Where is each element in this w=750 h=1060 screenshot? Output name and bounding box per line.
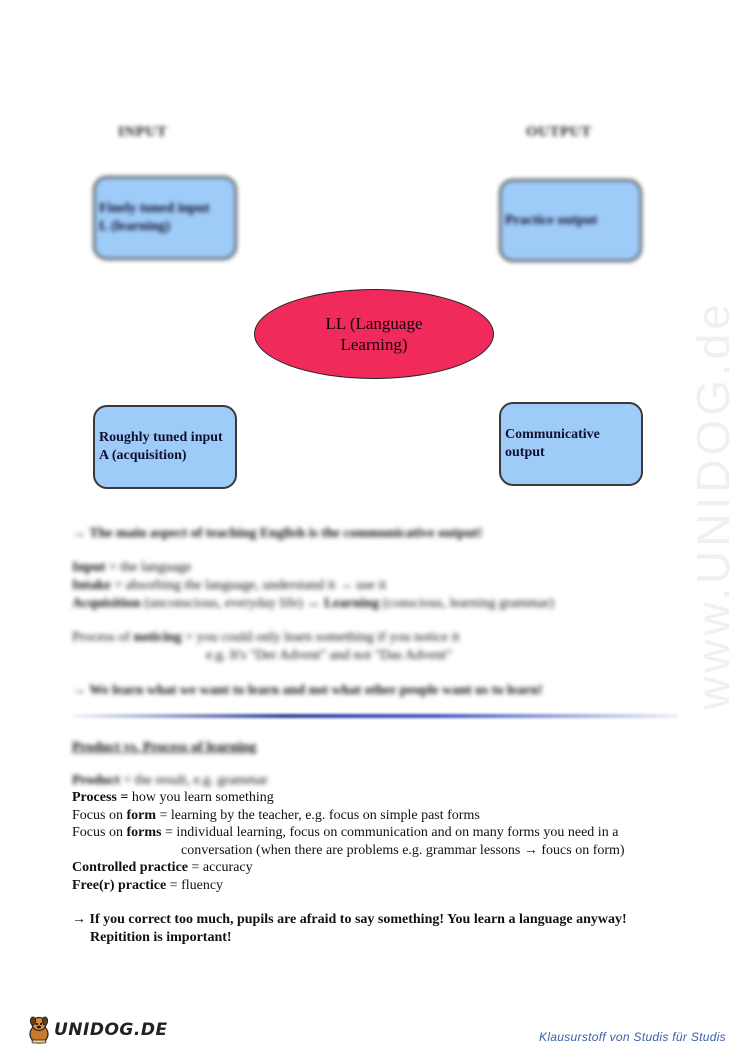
language-learning-ellipse xyxy=(254,289,494,379)
unidog-logo xyxy=(26,1015,168,1045)
ellipse-label: LL (Language Learning) xyxy=(325,314,423,354)
term: Intake xyxy=(72,578,111,593)
term: Process = xyxy=(72,790,129,805)
product-definition xyxy=(72,772,268,789)
box-line: A (acquisition) xyxy=(99,448,187,463)
box-line: Practice output xyxy=(505,212,598,228)
input-definition xyxy=(72,559,192,576)
definition: Process of xyxy=(72,630,134,645)
box-line: Roughly tuned input xyxy=(99,430,223,445)
process-definition xyxy=(72,789,274,806)
acquisition-definition xyxy=(72,595,554,612)
definition: = individual learning, focus on communication and on many forms you need in a xyxy=(161,825,619,840)
controlled-practice-definition xyxy=(72,859,253,876)
section-divider xyxy=(72,714,678,718)
term: Free(r) practice xyxy=(72,878,167,893)
focus-on-form-definition xyxy=(72,807,480,824)
definition: how you learn something xyxy=(128,790,274,805)
noticing-definition xyxy=(72,629,459,646)
focus-on-forms-definition xyxy=(72,824,618,841)
communicative-output-box xyxy=(499,402,643,486)
focus-on-forms-continuation: conversation (when there are problems e.g. grammar lessons → foucs on form) xyxy=(181,843,625,858)
section-heading: Product vs. Process of learning xyxy=(72,740,257,755)
footer-tagline: Klausurstoff von Studis für Studis xyxy=(539,1030,726,1044)
final-note-line2: Repitition is important! xyxy=(90,930,232,945)
output-label: OUTPUT xyxy=(526,124,592,140)
main-aspect-note: → The main aspect of teaching English is the communicative output! xyxy=(72,526,483,541)
term: Controlled practice xyxy=(72,860,188,875)
term: Learning xyxy=(323,596,380,611)
term: Product xyxy=(72,773,120,788)
learn-want-note: → We learn what we want to learn and not what other people want us to learn! xyxy=(72,683,543,698)
box-line: Communicative xyxy=(505,427,600,442)
term: form xyxy=(126,808,156,823)
term: Input xyxy=(72,560,106,575)
box-line: L (learning) xyxy=(99,219,171,234)
final-note-line1: → If you correct too much, pupils are afraid to say something! You learn a language anyway! xyxy=(72,912,627,927)
box-line: output xyxy=(505,445,545,460)
definition: = the result, e.g. grammar xyxy=(119,773,268,788)
free-practice-definition xyxy=(72,877,223,894)
intake-definition xyxy=(72,577,386,594)
definition: (unconscious, everyday life) ↔ xyxy=(140,596,324,611)
definition: (conscious, learning grammar) xyxy=(379,596,555,611)
box-line: Finely tuned input xyxy=(99,201,210,216)
finely-tuned-input-box xyxy=(93,176,237,260)
definition: Focus on xyxy=(72,808,127,823)
definition: = you could only learn something if you notice it xyxy=(181,630,460,645)
term: forms xyxy=(126,825,162,840)
definition: = learning by the teacher, e.g. focus on simple past forms xyxy=(156,808,480,823)
watermark-text: www.UNIDOG.de xyxy=(687,300,739,710)
definition: = the language xyxy=(105,560,192,575)
term: Acquisition xyxy=(72,596,141,611)
definition: = accuracy xyxy=(188,860,253,875)
input-label: INPUT xyxy=(118,124,168,140)
dog-mascot-icon xyxy=(26,1015,52,1045)
definition: = fluency xyxy=(166,878,224,893)
definition: = absorbing the language, understand it → use it xyxy=(110,578,387,593)
practice-output-box xyxy=(499,179,642,262)
term: noticing xyxy=(133,630,182,645)
roughly-tuned-input-box xyxy=(93,405,237,489)
noticing-example: e.g. It's "Der Advent" and not "Das Advent" xyxy=(206,648,452,663)
logo-text: UNIDOG.DE xyxy=(54,1020,168,1040)
definition: Focus on xyxy=(72,825,127,840)
